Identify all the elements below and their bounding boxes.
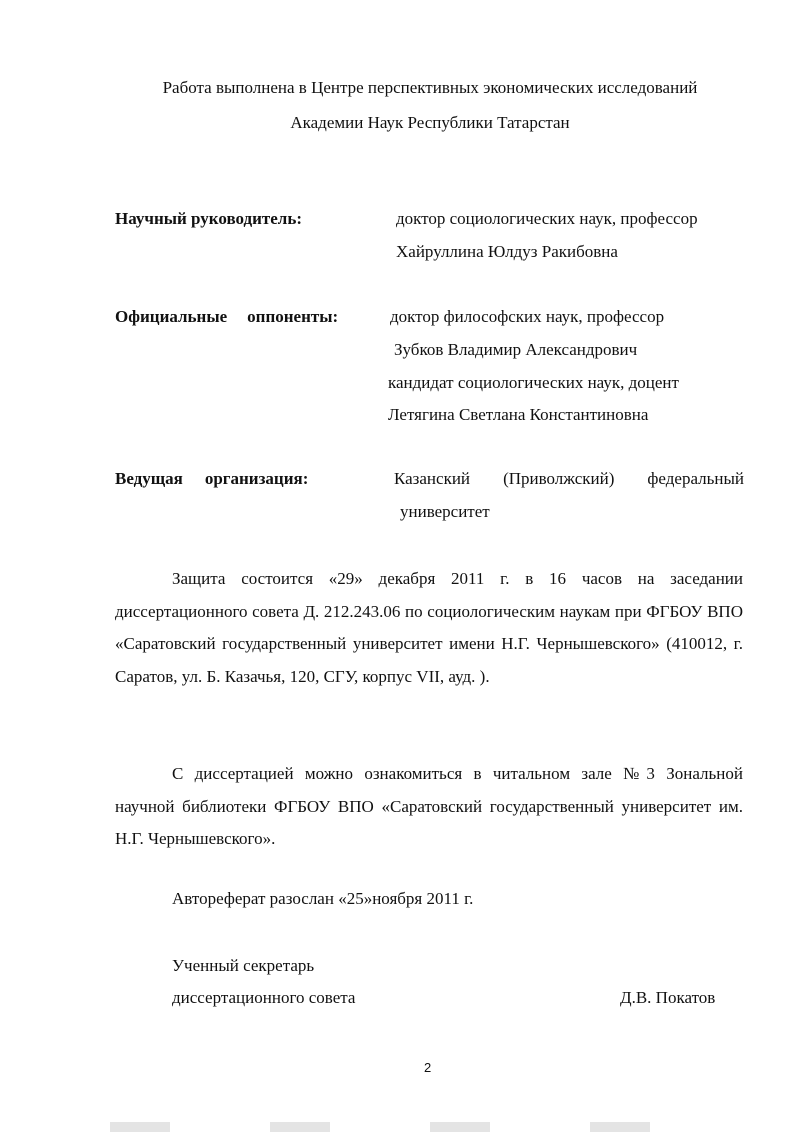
header-line-2: Академии Наук Республики Татарстан <box>290 113 570 132</box>
opponent-1-degree: доктор философских наук, профессор <box>390 307 665 326</box>
supervisor-label: Научный руководитель: <box>115 209 302 228</box>
leading-org-line-2: университет <box>400 502 490 521</box>
scan-edge-artifact <box>110 1122 740 1132</box>
opponent-1-name: Зубков Владимир Александрович <box>394 340 638 359</box>
page-number: 2 <box>424 1060 432 1075</box>
opponents-label-word-2: оппоненты: <box>247 307 339 326</box>
header-line-1: Работа выполнена в Центре перспективных экономических исследований <box>162 78 698 97</box>
library-paragraph: С диссертацией можно ознакомиться в читальном зале №3 Зональной научной библиотеки ФГБОУ ВПО «Саратовский государственный университет им. Н.Г. Чернышевского». <box>115 764 743 848</box>
supervisor-name: Хайруллина Юлдуз Ракибовна <box>396 242 618 261</box>
opponent-2-name: Летягина Светлана Константиновна <box>388 405 649 424</box>
supervisor-degree: доктор социологических наук, профессор <box>396 209 698 228</box>
defense-paragraph: Защита состоится «29» декабря 2011 г. в 16 часов на заседании диссертационного совета Д. 212.243.06 по социологическим наукам при ФГБОУ ВПО «Саратовский государственный университет имени Н.Г. Чернышевского» (410012, г. Саратов, ул. Б. Казачья, 120, СГУ, корпус VII, ауд. ). <box>115 569 743 686</box>
opponent-2-degree: кандидат социологических наук, доцент <box>388 373 679 392</box>
leading-org-label-word-2: организация: <box>204 469 309 488</box>
opponents-label <box>115 307 338 327</box>
secretary-title-line-2: диссертационного совета <box>172 988 356 1007</box>
leading-org-label-word-1: Ведущая <box>115 469 183 488</box>
secretary-title-line-1: Ученный секретарь <box>172 956 315 975</box>
leading-org-line-1: Казанский (Приволжский) федеральный <box>394 469 744 488</box>
abstract-sent-line: Автореферат разослан «25»ноября 2011 г. <box>172 889 474 908</box>
opponents-label-word-1: Официальные <box>115 307 228 326</box>
leading-org-label <box>115 469 308 489</box>
secretary-name: Д.В. Покатов <box>620 988 716 1007</box>
